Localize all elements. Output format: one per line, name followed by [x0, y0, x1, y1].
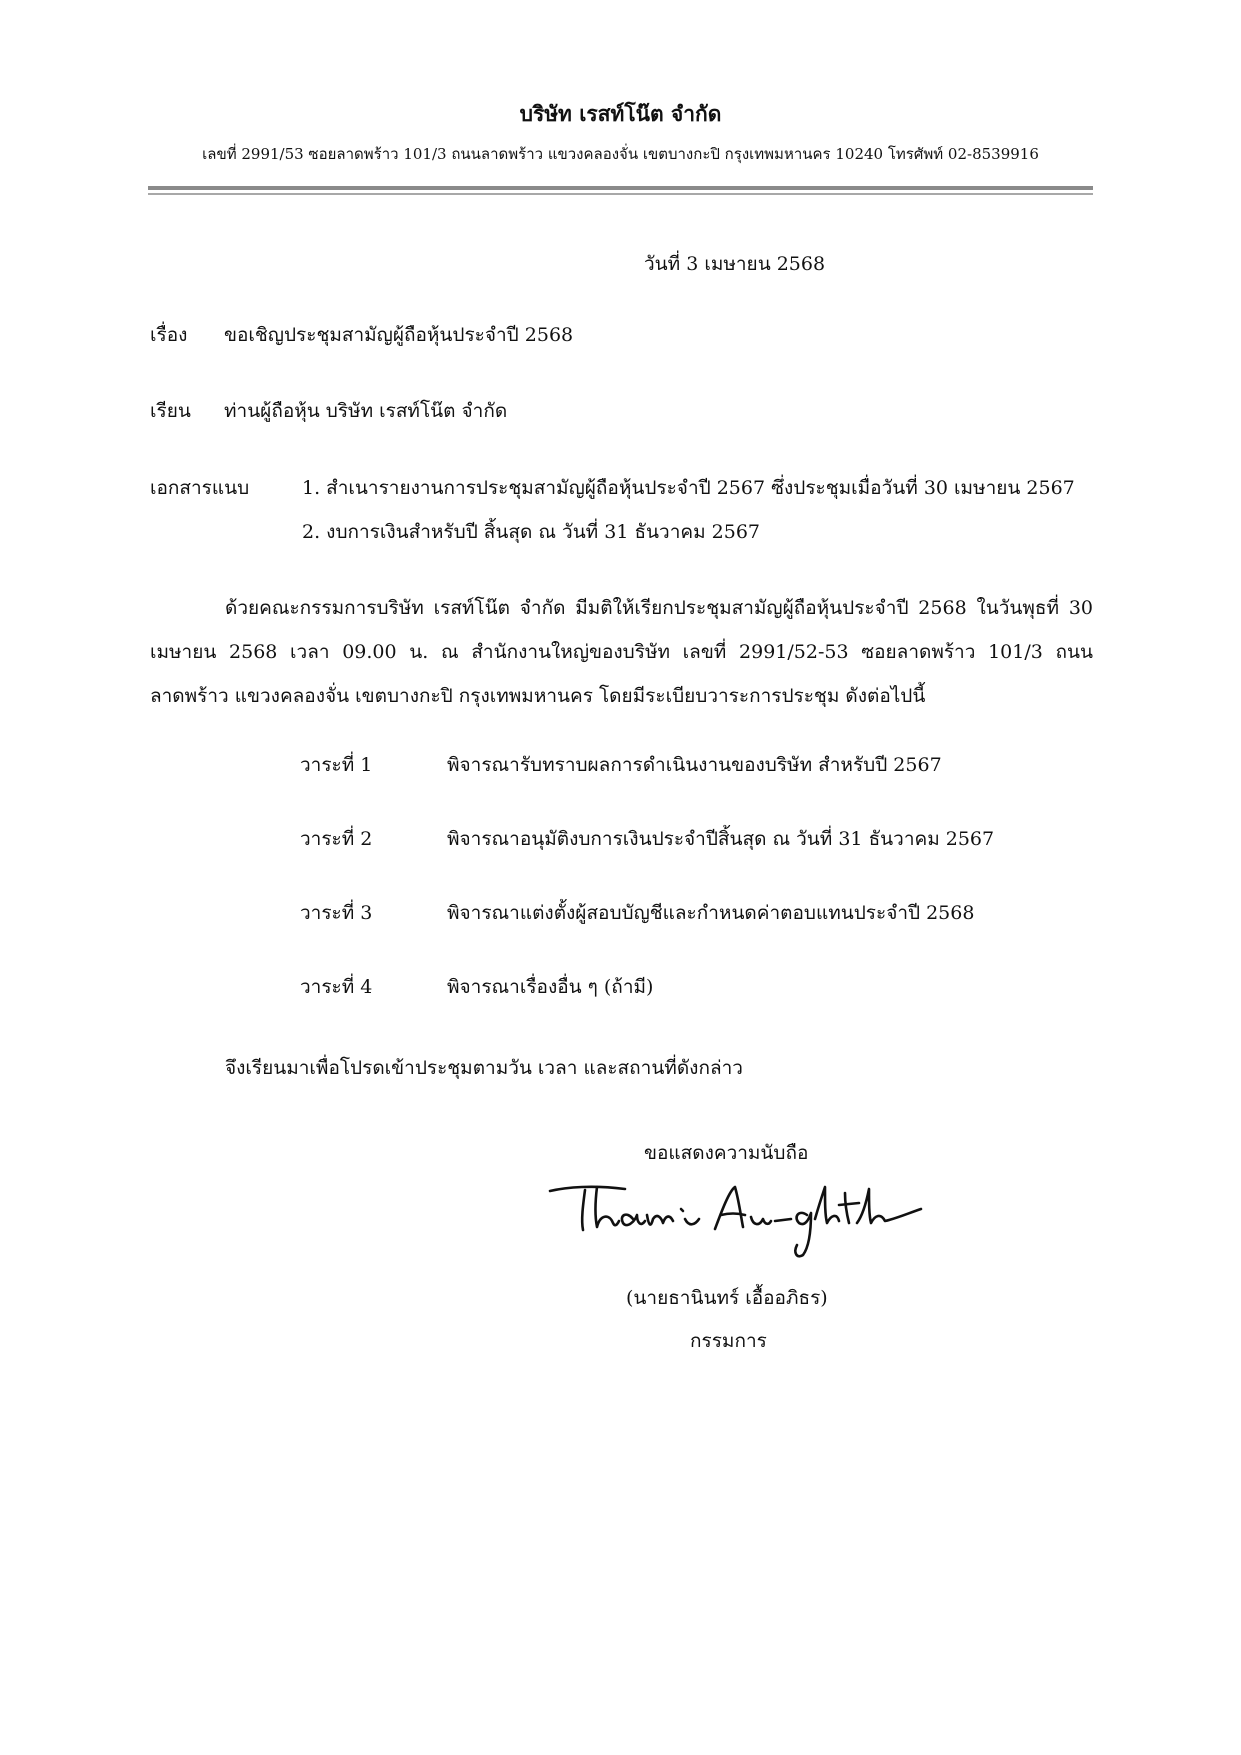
agenda-number: วาระที่ 4: [300, 976, 373, 998]
company-address: เลขที่ 2991/53 ซอยลาดพร้าว 101/3 ถนนลาดพร้าว แขวงคลองจั่น เขตบางกะปิ กรุงเทพมหานคร 10240 โทรศัพท์ 02-8539916: [202, 145, 1039, 163]
closing-line: จึงเรียนมาเพื่อโปรดเข้าประชุมตามวัน เวลา และสถานที่ดังกล่าว: [225, 1057, 743, 1079]
body-paragraph: ด้วยคณะกรรมการบริษัท เรสท์โน๊ต จำกัด มีมติให้เรียกประชุมสามัญผู้ถือหุ้นประจำปี 2568 ในวันพุธที่ 30 เมษายน 2568 เวลา 09.00 น. ณ สำนักงานใหญ่ของบริษัท เลขที่ 2991/52-53 ซอยลาดพร้าว 101/3 ถนนลาดพร้าว แขวงคลองจั่น เขตบางกะปิ กรุงเทพมหานคร โดยมีระเบียบวาระการประชุม ดังต่อไปนี้: [150, 597, 1093, 707]
agenda-number: วาระที่ 2: [300, 828, 373, 850]
signer-name: (นายธานินทร์ เอื้ออภิธร): [626, 1287, 828, 1309]
recipient-text: ท่านผู้ถือหุ้น บริษัท เรสท์โน๊ต จำกัด: [224, 400, 508, 422]
handwritten-signature: [545, 1175, 925, 1260]
signer-title: กรรมการ: [690, 1330, 767, 1352]
subject-label: เรื่อง: [150, 324, 188, 346]
agenda-text: พิจารณารับทราบผลการดำเนินงานของบริษัท สำหรับปี 2567: [447, 754, 942, 776]
agenda-number: วาระที่ 3: [300, 902, 373, 924]
agenda-text: พิจารณาเรื่องอื่น ๆ (ถ้ามี): [447, 976, 654, 998]
company-name: บริษัท เรสท์โน๊ต จำกัด: [519, 101, 722, 126]
agenda-text: พิจารณาอนุมัติงบการเงินประจำปีสิ้นสุด ณ วันที่ 31 ธันวาคม 2567: [447, 828, 995, 850]
subject-text: ขอเชิญประชุมสามัญผู้ถือหุ้นประจำปี 2568: [224, 324, 574, 346]
attachment-item: 2. งบการเงินสำหรับปี สิ้นสุด ณ วันที่ 31 ธันวาคม 2567: [302, 521, 761, 543]
recipient-label: เรียน: [150, 400, 191, 422]
attachments-label: เอกสารแนบ: [150, 477, 250, 499]
agenda-number: วาระที่ 1: [300, 754, 373, 776]
attachment-item: 1. สำเนารายงานการประชุมสามัญผู้ถือหุ้นประจำปี 2567 ซึ่งประชุมเมื่อวันที่ 30 เมษายน 2567: [302, 477, 1075, 499]
header-rule-thin: [148, 193, 1093, 195]
header-rule-thick: [148, 186, 1093, 190]
agenda-text: พิจารณาแต่งตั้งผู้สอบบัญชีและกำหนดค่าตอบแทนประจำปี 2568: [447, 902, 975, 924]
letter-date: วันที่ 3 เมษายน 2568: [644, 253, 826, 275]
regards-line: ขอแสดงความนับถือ: [644, 1142, 809, 1164]
